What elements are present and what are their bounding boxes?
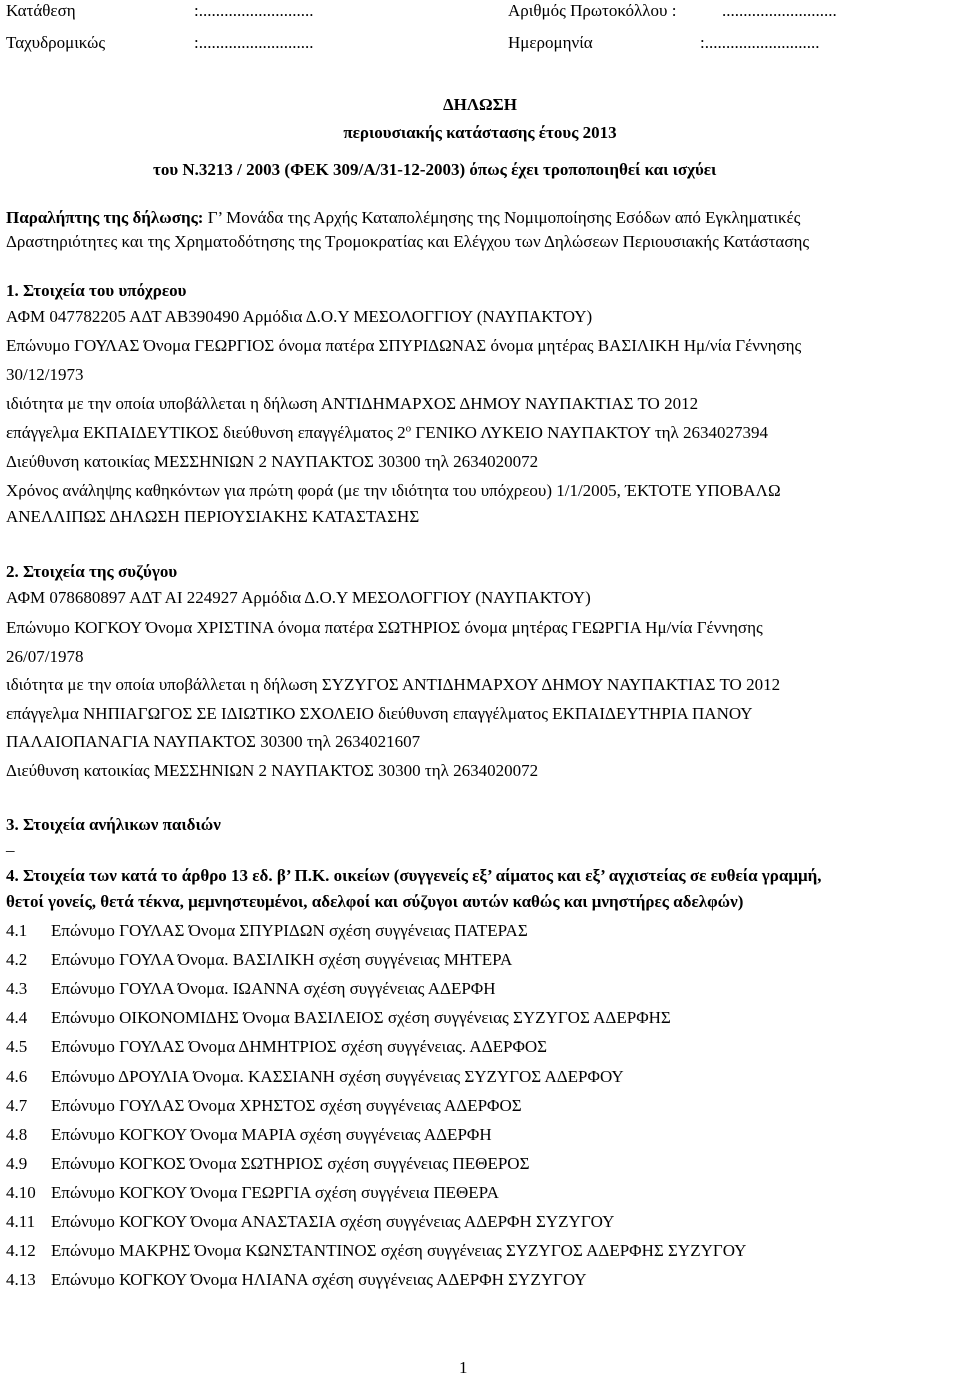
section-1-line: Διεύθυνση κατοικίας ΜΕΣΣΗΝΙΩΝ 2 ΝΑΥΠΑΚΤΟΣ 30300 τηλ 2634020072 [6, 452, 539, 471]
relative-row [6, 1154, 529, 1174]
relative-number: 4.10 [6, 1183, 36, 1202]
relative-row [6, 1037, 547, 1057]
section-2-line: Διεύθυνση κατοικίας ΜΕΣΣΗΝΙΩΝ 2 ΝΑΥΠΑΚΤΟΣ 30300 τηλ 2634020072 [6, 761, 539, 780]
relative-number: 4.2 [6, 950, 28, 969]
relative-row [6, 979, 495, 999]
section-1-line: Επώνυμο ΓΟΥΛΑΣ Όνομα ΓΕΩΡΓΙΟΣ όνομα πατέρα ΣΠΥΡΙΔΩΝΑΣ όνομα μητέρας ΒΑΣΙΛΙΚΗ Ημ/νία Γέννησης [6, 336, 802, 355]
document-subtitle: περιουσιακής κατάστασης έτους 2013 [343, 123, 617, 142]
relative-row [6, 1096, 522, 1116]
section-2-line: 26/07/1978 [6, 647, 84, 666]
relative-text: Επώνυμο ΓΟΥΛΑ Όνομα. ΙΩΑΝΝΑ σχέση συγγένειας ΑΔΕΡΦΗ [51, 979, 496, 998]
tachydromikos-label: Ταχυδρομικώς [6, 33, 106, 52]
relative-text: Επώνυμο ΓΟΥΛΑΣ Όνομα ΧΡΗΣΤΟΣ σχέση συγγένειας ΑΔΕΡΦΟΣ [51, 1096, 522, 1115]
section-2-heading: 2. Στοιχεία της συζύγου [6, 562, 178, 581]
relative-number: 4.6 [6, 1067, 28, 1086]
protokollo-value: ........................... [722, 1, 837, 20]
katathesi-label: Κατάθεση [6, 1, 76, 20]
section-2-line: ΑΦΜ 078680897 ΑΔΤ ΑΙ 224927 Αρμόδια Δ.Ο.Υ ΜΕΣΟΛΟΓΓΙΟΥ (ΝΑΥΠΑΚΤΟΥ) [6, 588, 591, 607]
job-text-pre: επάγγελμα ΕΚΠΑΙΔΕΥΤΙΚΟΣ διεύθυνση επαγγέλματος 2 [6, 423, 406, 442]
imerominia-label: Ημερομηνία [508, 33, 593, 52]
relative-text: Επώνυμο ΓΟΥΛΑΣ Όνομα ΔΗΜΗΤΡΙΟΣ σχέση συγγένειας. ΑΔΕΡΦΟΣ [51, 1037, 548, 1056]
relative-number: 4.8 [6, 1125, 28, 1144]
section-1-line: ΑΝΕΛΛΙΠΩΣ ΔΗΛΩΣΗ ΠΕΡΙΟΥΣΙΑΚΗΣ ΚΑΤΑΣΤΑΣΗΣ [6, 507, 420, 526]
job-text-post: ΓΕΝΙΚΟ ΛΥΚΕΙΟ ΝΑΥΠΑΚΤΟΥ τηλ 2634027394 [411, 423, 769, 442]
recipient-label: Παραλήπτης της δήλωσης: [6, 208, 204, 227]
relative-row [6, 950, 512, 970]
relative-text: Επώνυμο ΓΟΥΛΑΣ Όνομα ΣΠΥΡΙΔΩΝ σχέση συγγένειας ΠΑΤΕΡΑΣ [51, 921, 528, 940]
relative-text: Επώνυμο ΚΟΓΚΟΥ Όνομα ΑΝΑΣΤΑΣΙΑ σχέση συγγένειας ΑΔΕΡΦΗ ΣΥΖΥΓΟΥ [51, 1212, 615, 1231]
relative-row [6, 1270, 587, 1290]
relative-text: Επώνυμο ΓΟΥΛΑ Όνομα. ΒΑΣΙΛΙΚΗ σχέση συγγένειας ΜΗΤΕΡΑ [51, 950, 513, 969]
relative-text: Επώνυμο ΚΟΓΚΟΣ Όνομα ΣΩΤΗΡΙΟΣ σχέση συγγένειας ΠΕΘΕΡΟΣ [51, 1154, 530, 1173]
section-4-heading-2: θετοί γονείς, θετά τέκνα, μεμνηστευμένοι, αδελφοί και σύζυγοι αυτών καθώς και μνηστήρες αδελφών) [6, 892, 744, 911]
section-2-line: ΠΑΛΑΙΟΠΑΝΑΓΙΑ ΝΑΥΠΑΚΤΟΣ 30300 τηλ 2634021607 [6, 732, 421, 751]
relative-row [6, 1212, 614, 1232]
section-1-line: ιδιότητα με την οποία υποβάλλεται η δήλωση ΑΝΤΙΔΗΜΑΡΧΟΣ ΔΗΜΟΥ ΝΑΥΠΑΚΤΙΑΣ ΤΟ 2012 [6, 394, 699, 413]
document-heading: ΔΗΛΩΣΗ [442, 95, 518, 114]
section-1-job-line [6, 423, 768, 443]
section-2-line: ιδιότητα με την οποία υποβάλλεται η δήλωση ΣΥΖΥΓΟΣ ΑΝΤΙΔΗΜΑΡΧΟΥ ΔΗΜΟΥ ΝΑΥΠΑΚΤΙΑΣ ΤΟ 2012 [6, 675, 781, 694]
tachydromikos-value: :........................... [194, 33, 314, 52]
relative-row [6, 1241, 746, 1261]
imerominia-value: :........................... [700, 33, 820, 52]
relative-text: Επώνυμο ΚΟΓΚΟΥ Όνομα ΗΛΙΑΝΑ σχέση συγγένειας ΑΔΕΡΦΗ ΣΥΖΥΓΟΥ [51, 1270, 587, 1289]
section-1-line: ΑΦΜ 047782205 ΑΔΤ ΑΒ390490 Αρμόδια Δ.Ο.Υ ΜΕΣΟΛΟΓΓΙΟΥ (ΝΑΥΠΑΚΤΟΥ) [6, 307, 593, 326]
relative-row [6, 1183, 499, 1203]
relative-number: 4.7 [6, 1096, 28, 1115]
relative-row [6, 921, 528, 941]
relative-text: Επώνυμο ΜΑΚΡΗΣ Όνομα ΚΩΝΣΤΑΝΤΙΝΟΣ σχέση συγγένειας ΣΥΖΥΓΟΣ ΑΔΕΡΦΗΣ ΣΥΖΥΓΟΥ [51, 1241, 747, 1260]
katathesi-value: :........................... [194, 1, 314, 20]
law-reference: του Ν.3213 / 2003 (ΦΕΚ 309/Α/31-12-2003) όπως έχει τροποποιηθεί και ισχύει [153, 160, 717, 179]
relative-number: 4.4 [6, 1008, 28, 1027]
recipient-line-2: Δραστηριότητες και της Χρηματοδότησης της Τρομοκρατίας και Ελέγχου των Δηλώσεων Περιουσιακής Κατάστασης [6, 232, 810, 251]
relative-number: 4.9 [6, 1154, 28, 1173]
section-4-heading-1: 4. Στοιχεία των κατά το άρθρο 13 εδ. β’ Π.Κ. οικείων (συγγενείς εξ’ αίματος και εξ’ αγχιστείας σε ευθεία γραμμή, [6, 866, 822, 885]
relative-number: 4.12 [6, 1241, 36, 1260]
relative-text: Επώνυμο ΔΡΟΥΛΙΑ Όνομα. ΚΑΣΣΙΑΝΗ σχέση συγγένειας ΣΥΖΥΓΟΣ ΑΔΕΡΦΟΥ [51, 1067, 624, 1086]
relative-number: 4.3 [6, 979, 28, 998]
relative-row [6, 1125, 492, 1145]
protokollo-label: Αριθμός Πρωτοκόλλου : [508, 1, 677, 20]
relative-number: 4.13 [6, 1270, 36, 1289]
section-1-line: Χρόνος ανάληψης καθηκόντων για πρώτη φορά (με την ιδιότητα του υπόχρεου) 1/1/2005, ΈΚΤΟΤΕ ΥΠΟΒΑΛΩ [6, 481, 781, 500]
relative-number: 4.5 [6, 1037, 28, 1056]
job-superscript: ο [405, 422, 412, 435]
section-3-empty-dash: _ [6, 835, 15, 854]
page-number: 1 [459, 1358, 468, 1377]
relative-text: Επώνυμο ΚΟΓΚΟΥ Όνομα ΓΕΩΡΓΙΑ σχέση συγγένεια ΠΕΘΕΡΑ [51, 1183, 499, 1202]
relative-number: 4.1 [6, 921, 28, 940]
section-3-heading: 3. Στοιχεία ανήλικων παιδιών [6, 815, 221, 834]
relative-row [6, 1008, 671, 1028]
relative-text: Επώνυμο ΟΙΚΟΝΟΜΙΔΗΣ Όνομα ΒΑΣΙΛΕΙΟΣ σχέση συγγένειας ΣΥΖΥΓΟΣ ΑΔΕΡΦΗΣ [51, 1008, 671, 1027]
relative-text: Επώνυμο ΚΟΓΚΟΥ Όνομα ΜΑΡΙΑ σχέση συγγένειας ΑΔΕΡΦΗ [51, 1125, 492, 1144]
recipient-line-1 [6, 208, 800, 228]
section-2-line: Επώνυμο ΚΟΓΚΟΥ Όνομα ΧΡΙΣΤΙΝΑ όνομα πατέρα ΣΩΤΗΡΙΟΣ όνομα μητέρας ΓΕΩΡΓΙΑ Ημ/νία Γέννησης [6, 618, 763, 637]
section-2-line: επάγγελμα ΝΗΠΙΑΓΩΓΟΣ ΣΕ ΙΔΙΩΤΙΚΟ ΣΧΟΛΕΙΟ διεύθυνση επαγγέλματος ΕΚΠΑΙΔΕΥΤΗΡΙΑ ΠΑΝΟΥ [6, 704, 753, 723]
section-1-line: 30/12/1973 [6, 365, 84, 384]
relative-number: 4.11 [6, 1212, 36, 1231]
relative-row [6, 1067, 624, 1087]
section-1-heading: 1. Στοιχεία του υπόχρεου [6, 281, 187, 300]
recipient-text-1: Γ’ Μονάδα της Αρχής Καταπολέμησης της Νομιμοποίησης Εσόδων από Εγκληματικές [203, 208, 801, 227]
